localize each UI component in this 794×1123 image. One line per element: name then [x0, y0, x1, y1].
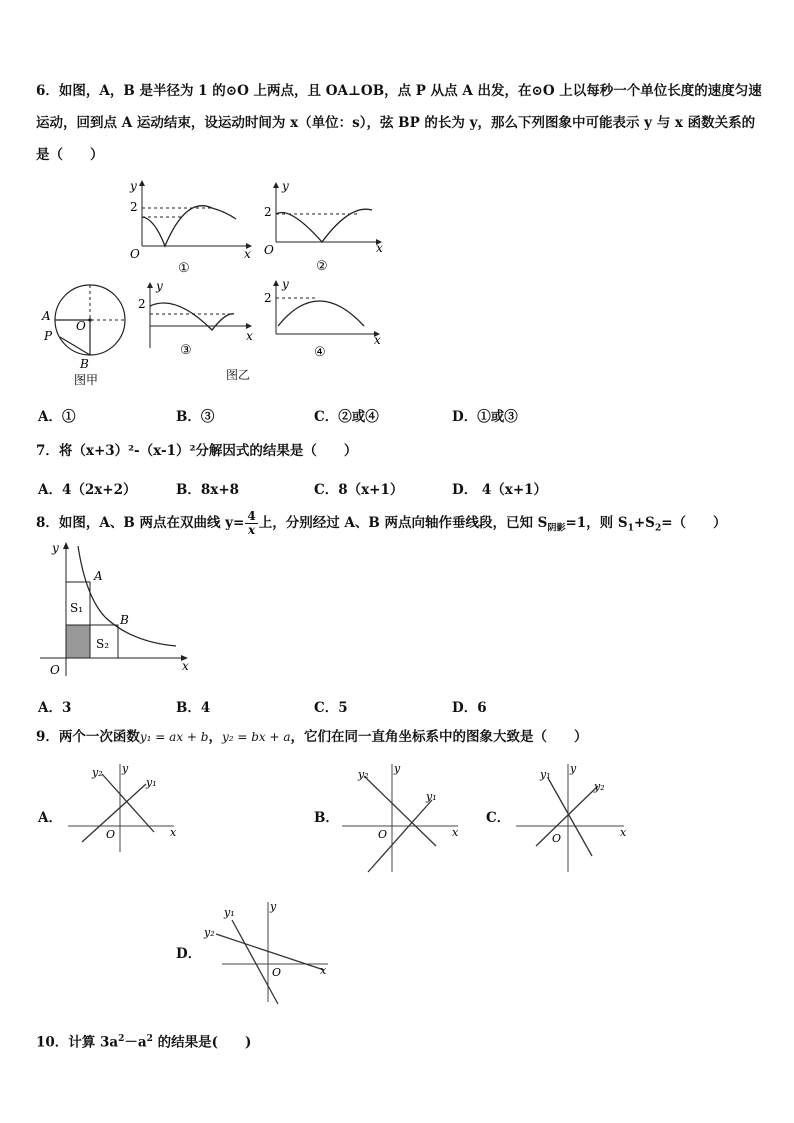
q8-fraction — [245, 510, 257, 537]
q6-g4-number: ④ — [314, 345, 326, 360]
q9b-x: x — [452, 826, 459, 839]
q6-option-c[interactable]: C．②或④ — [314, 409, 379, 425]
q6-option-d[interactable]: D．①或③ — [452, 409, 518, 425]
q9d-y2: y₂ — [204, 926, 215, 939]
q6-g2-origin: O — [264, 243, 274, 257]
q6-option-a[interactable]: A．① — [38, 409, 76, 425]
q9c-o: O — [552, 832, 562, 845]
q8-option-b[interactable]: B．4 — [176, 700, 211, 716]
q6-g3-x-label: x — [246, 329, 253, 343]
q6-graph-1 — [126, 176, 256, 276]
q6-line1: 6．如图，A，B 是半径为 1 的⊙O 上两点，且 OA⊥OB，点 P 从点 A 出发，在⊙O 上以每秒一个单位长度的速度匀速 — [36, 83, 762, 99]
q6-g4-x-label: x — [374, 333, 381, 347]
q9-option-c[interactable]: C． — [486, 810, 511, 826]
q10-sup1: 2 — [118, 1034, 125, 1044]
q9-sep: ， — [208, 729, 222, 745]
q6-g1-x-label: x — [244, 247, 251, 261]
q8-y-label: y — [52, 541, 59, 555]
q8-text-c: =1，则 S — [565, 515, 628, 531]
q6-circle-O: O — [76, 319, 86, 333]
q8-sub1: 1 — [627, 523, 634, 534]
q10-text-a: 10．计算 3a — [36, 1034, 119, 1051]
q9a-o: O — [106, 828, 116, 841]
q8-sub-shadow: 阴影 — [547, 523, 566, 534]
q6-g1-origin: O — [130, 247, 140, 261]
q8-frac-den: x — [247, 523, 256, 537]
q9a-x: x — [170, 826, 177, 839]
q10-question — [36, 1030, 251, 1052]
q6-g2-number: ② — [316, 259, 328, 274]
q9-option-d[interactable]: D． — [176, 946, 202, 962]
q8-x-label: x — [182, 659, 189, 673]
q9-f1: y₁ = ax + b — [139, 730, 209, 744]
q6-line2: 运动，回到点 A 运动结束，设运动时间为 x（单位：s），弦 BP 的长为 y，那么下列图象中可能表示 y 与 x 函数关系的 — [36, 115, 756, 131]
q6-g3-two: 2 — [138, 297, 146, 311]
q7-question: 7．将（x+3）²-（x-1）²分解因式的结果是（ ） — [36, 443, 358, 459]
q9d-y: y — [270, 900, 277, 913]
q9d-x: x — [320, 964, 327, 977]
q10-text-c: 的结果是( ) — [152, 1034, 252, 1051]
q9b-y1: y₁ — [426, 790, 437, 803]
q6-g1-y-label: y — [130, 179, 137, 193]
q6-g1-two: 2 — [130, 200, 138, 214]
q9b-y2: y₂ — [358, 768, 369, 781]
q6-g3-y-label: y — [156, 279, 163, 293]
q8-frac-num: 4 — [247, 509, 256, 523]
q8-origin: O — [50, 663, 60, 677]
q9-text-a: 9．两个一次函数 — [36, 729, 140, 745]
q6-circle-P: P — [44, 329, 53, 343]
q8-option-a[interactable]: A．3 — [38, 700, 72, 716]
q6-g4-two: 2 — [264, 291, 272, 305]
q8-text-b: 上，分别经过 A、B 两点向轴作垂线段，已知 S — [258, 515, 548, 531]
q9-graph-a — [66, 760, 182, 856]
q8-option-c[interactable]: C．5 — [314, 700, 348, 716]
q8-s2-label: S₂ — [96, 637, 110, 651]
q9d-y1: y₁ — [224, 906, 235, 919]
q6-circle-figure — [38, 282, 138, 388]
q9-graph-b — [338, 760, 462, 876]
q9-text-b: ，它们在同一直角坐标系中的图象大致是（ ） — [290, 729, 588, 745]
q9-graph-c — [514, 760, 630, 876]
q6-g2-two: 2 — [264, 205, 272, 219]
q6-caption-jia: 图甲 — [74, 373, 99, 387]
q9a-y2: y₂ — [92, 766, 103, 779]
q7-option-b[interactable]: B．8x+8 — [176, 482, 240, 498]
q9d-o: O — [272, 966, 282, 979]
q9-option-b[interactable]: B． — [314, 810, 339, 826]
q8-plus: +S — [633, 515, 655, 531]
q9c-y2: y₂ — [594, 780, 605, 793]
q6-g1-number: ① — [178, 261, 190, 276]
q6-g2-x-label: x — [376, 241, 383, 255]
q6-graph-3 — [136, 279, 256, 362]
q8-sub2: 2 — [654, 523, 662, 534]
q6-circle-A: A — [42, 309, 51, 323]
q9b-o: O — [378, 828, 388, 841]
q9c-y: y — [570, 762, 577, 775]
q9-graph-d — [202, 898, 336, 1006]
q6-graph-4 — [262, 278, 386, 362]
q8-s1-label: S₁ — [70, 601, 84, 615]
q7-option-d[interactable]: D． 4（x+1） — [452, 482, 548, 498]
q9a-y1: y₁ — [146, 776, 157, 789]
q6-option-b[interactable]: B．③ — [176, 409, 215, 425]
q7-option-a[interactable]: A．4（2x+2） — [38, 482, 137, 498]
q6-circle-B: B — [80, 357, 89, 371]
q7-option-c[interactable]: C．8（x+1） — [314, 482, 404, 498]
q8-point-B: B — [120, 613, 129, 627]
q8-question — [36, 510, 727, 538]
q8-text-a: 8．如图，A、B 两点在双曲线 y= — [36, 515, 245, 531]
q8-hyperbola-figure — [36, 538, 196, 680]
q9-f2: y₂ = bx + a — [221, 730, 291, 744]
q6-line3: 是（ ） — [36, 147, 104, 163]
q9-question — [36, 728, 588, 746]
q9b-y: y — [394, 762, 401, 775]
q6-graph-2 — [260, 180, 390, 280]
q9a-y: y — [122, 762, 129, 775]
q10-text-b: －a — [124, 1034, 147, 1051]
q8-point-A: A — [94, 569, 103, 583]
q6-g3-number: ③ — [180, 343, 192, 358]
q8-text-d: =（ ） — [661, 515, 727, 531]
q10-sup2: 2 — [146, 1034, 153, 1044]
q6-g4-y-label: y — [282, 277, 289, 291]
q9c-y1: y₁ — [540, 768, 551, 781]
q9c-x: x — [620, 826, 627, 839]
q8-option-d[interactable]: D．6 — [452, 700, 487, 716]
q9-option-a[interactable]: A． — [38, 810, 62, 826]
q6-g2-y-label: y — [282, 179, 289, 193]
q6-caption-yi: 图乙 — [226, 368, 251, 382]
